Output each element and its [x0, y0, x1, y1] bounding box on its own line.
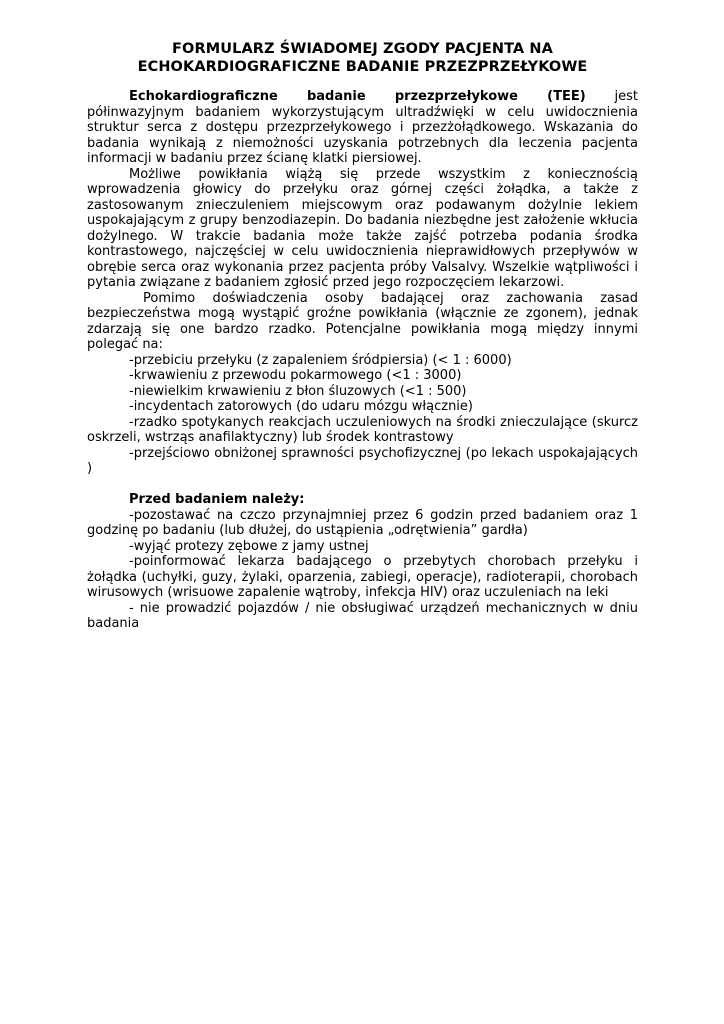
risk-paragraph: Pomimo doświadczenia osoby badającej oraz zachowania zasad bezpieczeństwa mogą wystąpić groźne powikłania (włącznie ze zgonem), jednak zdarzają się one bardzo rzadko. Potencjalne powikłania mogą między innymi polegać na: — [87, 290, 638, 352]
consent-form-page — [87, 40, 638, 632]
complication-item: -krwawieniu z przewodu pokarmowego (<1 : 3000) — [129, 368, 462, 383]
complications-intro-paragraph: Możliwe powikłania wiążą się przede wszystkim z koniecznością wprowadzenia głowicy do przełyku oraz górnej części żołądka, a także z zastosowanym znieczuleniem miejscowym oraz podawanym dożylnie lekiem uspokajającym z grupy benzodiazepin. Do badania niezbędne jest założenie wkłucia dożylnego. W trakcie badania może także zajść potrzeba podania środka kontrastowego, najczęściej w celu uwidocznienia nieprawidłowych przepływów w obrębie serca oraz wykonania przez pacjenta próby Valsalvy. Wszelkie wątpliwości i pytania związane z badaniem zgłosić przed jego rozpoczęciem lekarzowi. — [87, 166, 638, 290]
before-exam-item: - nie prowadzić pojazdów / nie obsługiwać urządzeń mechanicznych w dniu badania — [87, 600, 638, 631]
before-exam-item: -wyjąć protezy zębowe z jamy ustnej — [129, 538, 369, 554]
complication-item: -incydentach zatorowych (do udaru mózgu włącznie) — [129, 399, 473, 414]
complication-item: -niewielkim krwawieniu z błon śluzowych (<1 : 500) — [129, 383, 467, 399]
before-exam-list — [87, 508, 638, 632]
complication-item: -rzadko spotykanych reakcjach uczuleniowych na środki znieczulające (skurcz oskrzeli, wstrząs anafilaktyczny) lub środek kontrastowy — [87, 414, 638, 445]
intro-bold-lead: Echokardiograficzne badanie przezprzełykowe (TEE) — [129, 89, 586, 104]
intro-paragraph — [87, 89, 638, 167]
before-exam-item: -pozostawać na czczo przynajmniej przez 6 godzin przed badaniem oraz 1 godzinę po badaniu (lub dłużej, do ustąpienia „odrętwienia” gardła) — [87, 507, 638, 538]
before-exam-item: -poinformować lekarza badającego o przebytych chorobach przełyku i żołądka (uchyłki, guzy, żylaki, oparzenia, zabiegi, operacje), radioterapii, chorobach wirusowych (wrisuowe zapalenie wątroby, infekcja HIV) oraz uczuleniach na leki — [87, 554, 638, 600]
complications-list — [87, 353, 638, 477]
complication-item: -przebiciu przełyku (z zapaleniem śródpiersia) (< 1 : 6000) — [129, 352, 512, 368]
spacer — [87, 477, 638, 493]
title-line-1: FORMULARZ ŚWIADOMEJ ZGODY PACJENTA NA — [172, 41, 553, 57]
intro-text: jest półinwazyjnym badaniem wykorzystującym ultradźwięki w celu uwidocznienia struktur serca z dostępu przezprzełykowego i przezżołądkowego. Wskazania do badania wynikają z niemożności uzyskania potrzebnych dla leczenia pacjenta informacji w badaniu przez ścianę klatki piersiowej. — [87, 89, 638, 166]
document-title — [87, 40, 638, 76]
complication-item: -przejściowo obniżonej sprawności psychofizycznej (po lekach uspokajających ) — [87, 445, 638, 476]
title-line-2: ECHOKARDIOGRAFICZNE BADANIE PRZEZPRZEŁYKOWE — [137, 59, 588, 75]
before-exam-heading: Przed badaniem należy: — [129, 492, 305, 507]
